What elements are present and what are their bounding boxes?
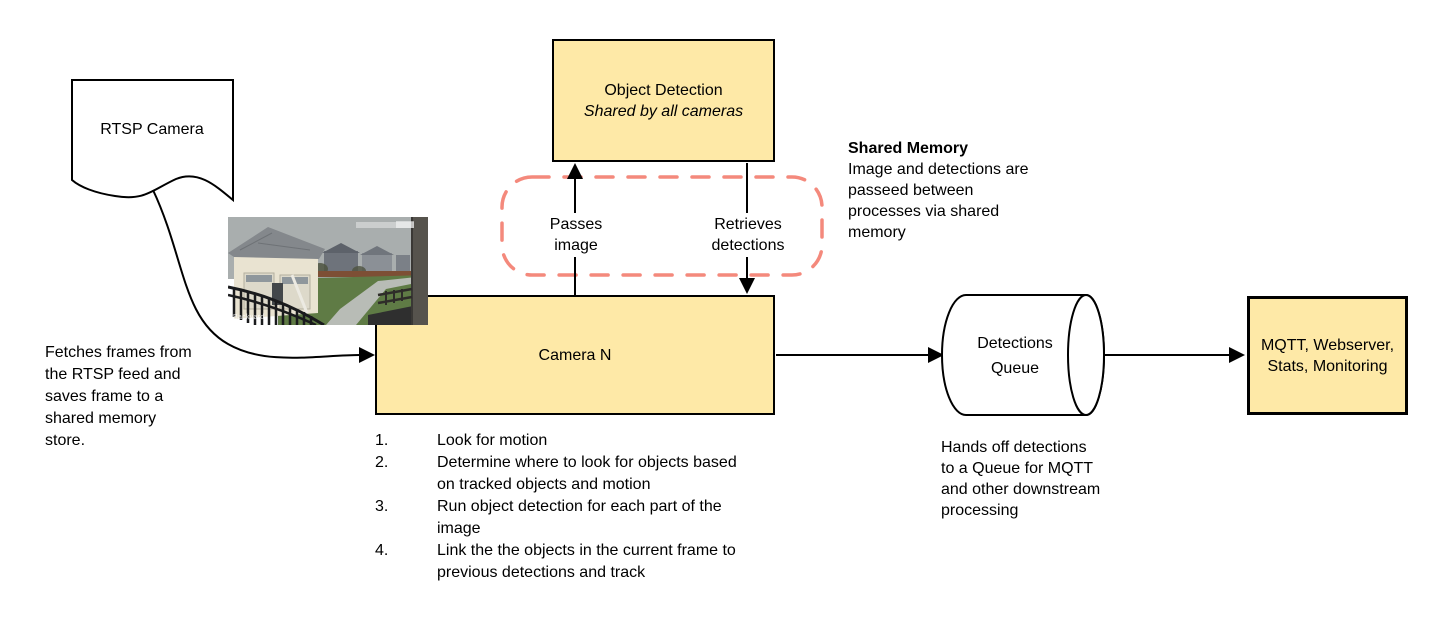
retrieves-detections-edge-label: Retrieves detections bbox=[702, 213, 794, 257]
camera-n-node bbox=[375, 295, 775, 415]
outputs-label: MQTT, Webserver, Stats, Monitoring bbox=[1260, 336, 1395, 375]
step-number: 1. bbox=[375, 432, 389, 449]
queue-handoff-note: Hands off detections to a Queue for MQTT and other downstream processing bbox=[941, 439, 1101, 519]
fetch-frames-note: Fetches frames from the RTSP feed and saves frame to a shared memory store. bbox=[45, 344, 192, 449]
step-text: Link the the objects in the current frame to previous detections and track bbox=[437, 542, 736, 581]
list-item bbox=[375, 540, 757, 584]
list-item bbox=[375, 496, 757, 540]
step-text: Determine where to look for objects based on tracked objects and motion bbox=[437, 454, 737, 493]
rtsp-camera-shape bbox=[72, 80, 233, 200]
fetch-arrowhead bbox=[359, 347, 375, 363]
camera-snapshot-scene bbox=[228, 217, 428, 325]
camera-n-label: Camera N bbox=[538, 346, 612, 364]
step-text: Run object detection for each part of the image bbox=[437, 498, 722, 537]
object-detection-subtitle: Shared by all cameras bbox=[583, 102, 744, 120]
list-item bbox=[375, 452, 757, 496]
camera-snapshot-image bbox=[228, 217, 428, 325]
shared-memory-note bbox=[848, 138, 1043, 243]
step-number: 4. bbox=[375, 542, 389, 559]
camera-n-steps-list bbox=[375, 430, 757, 584]
passes-image-edge-label: Passes image bbox=[537, 213, 615, 257]
step-text: Look for motion bbox=[437, 432, 548, 449]
detections-queue-label: Detections Queue bbox=[977, 335, 1053, 377]
queue-to-mqtt-arrowhead bbox=[1229, 347, 1245, 363]
step-number: 2. bbox=[375, 454, 389, 471]
passes-image-arrowhead bbox=[567, 163, 583, 179]
shared-memory-note-title: Shared Memory bbox=[848, 140, 969, 157]
step-number: 3. bbox=[375, 498, 389, 515]
rtsp-camera-node-label: RTSP Camera bbox=[100, 121, 204, 138]
list-item bbox=[375, 430, 757, 452]
object-detection-node bbox=[552, 39, 775, 162]
outputs-node bbox=[1247, 296, 1408, 415]
shared-memory-note-body: Image and detections are passeed between processes via shared memory bbox=[848, 161, 1029, 241]
retrieves-detections-arrowhead bbox=[739, 278, 755, 294]
object-detection-title: Object Detection bbox=[604, 81, 723, 99]
camera-snapshot-label: Backyard bbox=[233, 314, 265, 321]
